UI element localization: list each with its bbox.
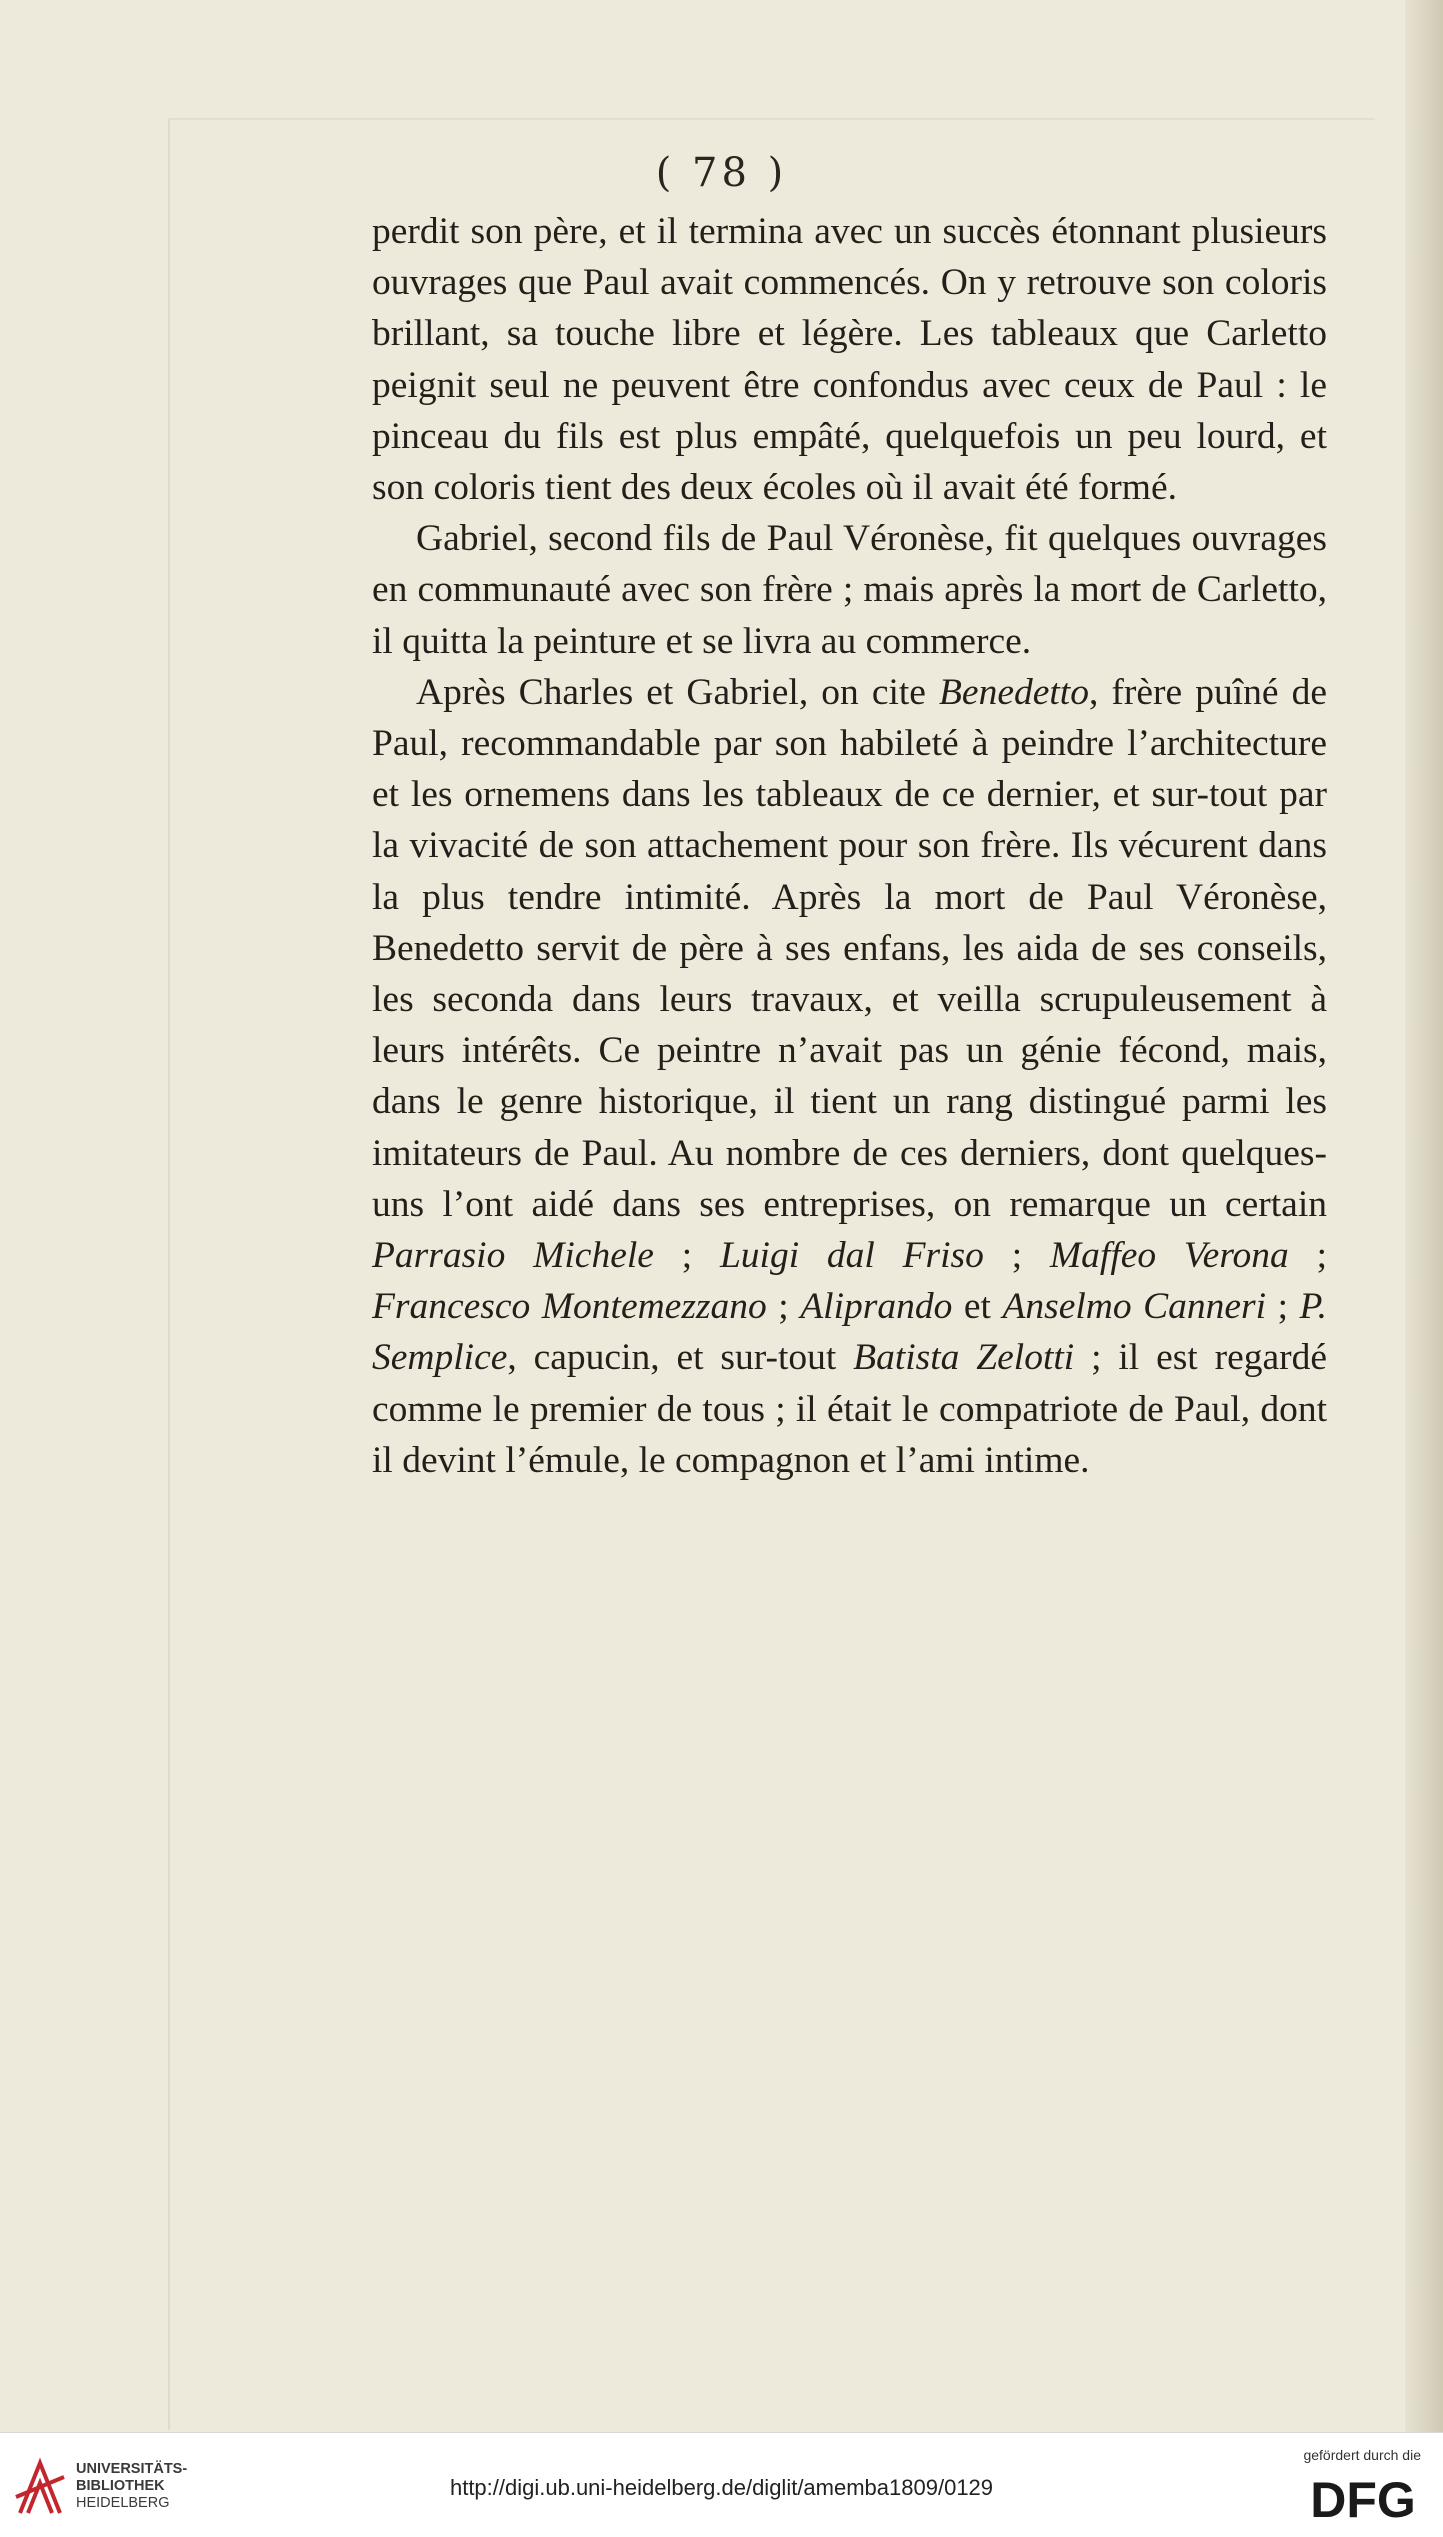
permalink-url[interactable]: http://digi.ub.uni-heidelberg.de/diglit/amemba1809/0129 <box>449 2475 994 2500</box>
paragraph <box>372 667 1327 1486</box>
text-run: ; il est regardé comme le premier de tous ; il était le compatriote de Paul, dont il devint l’émule, le compagnon et l’ami intime. <box>372 1337 1328 1481</box>
body-text <box>372 206 1327 1486</box>
italic-name: Aliprando <box>800 1286 953 1328</box>
italic-name: Batista Zelotti <box>853 1337 1075 1379</box>
paragraph <box>372 206 1327 513</box>
university-name-line: BIBLIOTHEK <box>76 2478 165 2494</box>
text-run: ; <box>1288 1235 1328 1277</box>
text-run: ; <box>1266 1286 1300 1328</box>
paragraph <box>372 513 1327 667</box>
italic-name: Francesco Montemezzano <box>372 1286 767 1328</box>
funder-caption: gefördert durch die <box>1303 2447 1421 2463</box>
text-run: ; <box>766 1286 801 1328</box>
italic-name: Anselmo Canneri <box>1002 1286 1267 1328</box>
italic-name: Luigi dal Friso <box>719 1235 984 1277</box>
university-name-line: UNIVERSITÄTS- <box>76 2461 188 2477</box>
text-run: perdit son père, et il termina avec un succès étonnant plusieurs ouvrages que Paul avait commencés. On y retrouve son coloris brillant, sa touche libre et légère. Les tableaux que Carletto peignit seul ne peuvent être confondus avec ceux de Paul : le pinceau du fils est plus empâté, quelquefois un peu lourd, et son coloris tient des deux écoles où il avait été formé. <box>372 211 1327 509</box>
italic-name: P. Semplice <box>372 1286 1327 1379</box>
footer-bar <box>0 2432 1443 2537</box>
text-run: et <box>952 1286 1003 1328</box>
page-number: ( 78 ) <box>655 150 788 196</box>
text-run: , capucin, et sur-tout <box>507 1337 854 1379</box>
dfg-logo-icon[interactable] <box>1303 2471 1423 2523</box>
text-run: , frère puîné de Paul, recommandable par son habileté à peindre l’architecture et les ornemens dans les tableaux de ce dernier, et sur-tout par la vivacité de son attachement pour son frère. Ils vécurent dans la plus tendre intimité. Après la mort de Paul Véronèse, Benedetto servit de père à ses enfans, les aida de ses conseils, les seconda dans leurs travaux, et veilla scrupuleusement à leurs intérêts. Ce peintre n’avait pas un génie fécond, mais, dans le genre historique, il tient un rang distingué parmi les imitateurs de Paul. Au nombre de ces derniers, dont quelques-uns l’ont aidé dans ses entreprises, on remarque un certain <box>372 671 1327 1225</box>
university-name-line: HEIDELBERG <box>76 2495 170 2511</box>
dfg-logo-text: DFG <box>1310 2472 1416 2523</box>
text-run: Après Charles et Gabriel, on cite <box>416 671 940 713</box>
paper-edge <box>1405 0 1443 2432</box>
text-run: ; <box>653 1235 720 1277</box>
italic-name: Maffeo Verona <box>1049 1235 1289 1277</box>
italic-name: Parrasio Michele <box>372 1235 654 1277</box>
text-run: Gabriel, second fils de Paul Véronèse, fit quelques ouvrages en communauté avec son frère ; mais après la mort de Carletto, il quitta la peinture et se livra au commerce. <box>372 518 1327 662</box>
italic-name: Benedetto <box>939 671 1089 713</box>
text-run: ; <box>983 1235 1050 1277</box>
bleed-through-text <box>372 1640 1327 1691</box>
